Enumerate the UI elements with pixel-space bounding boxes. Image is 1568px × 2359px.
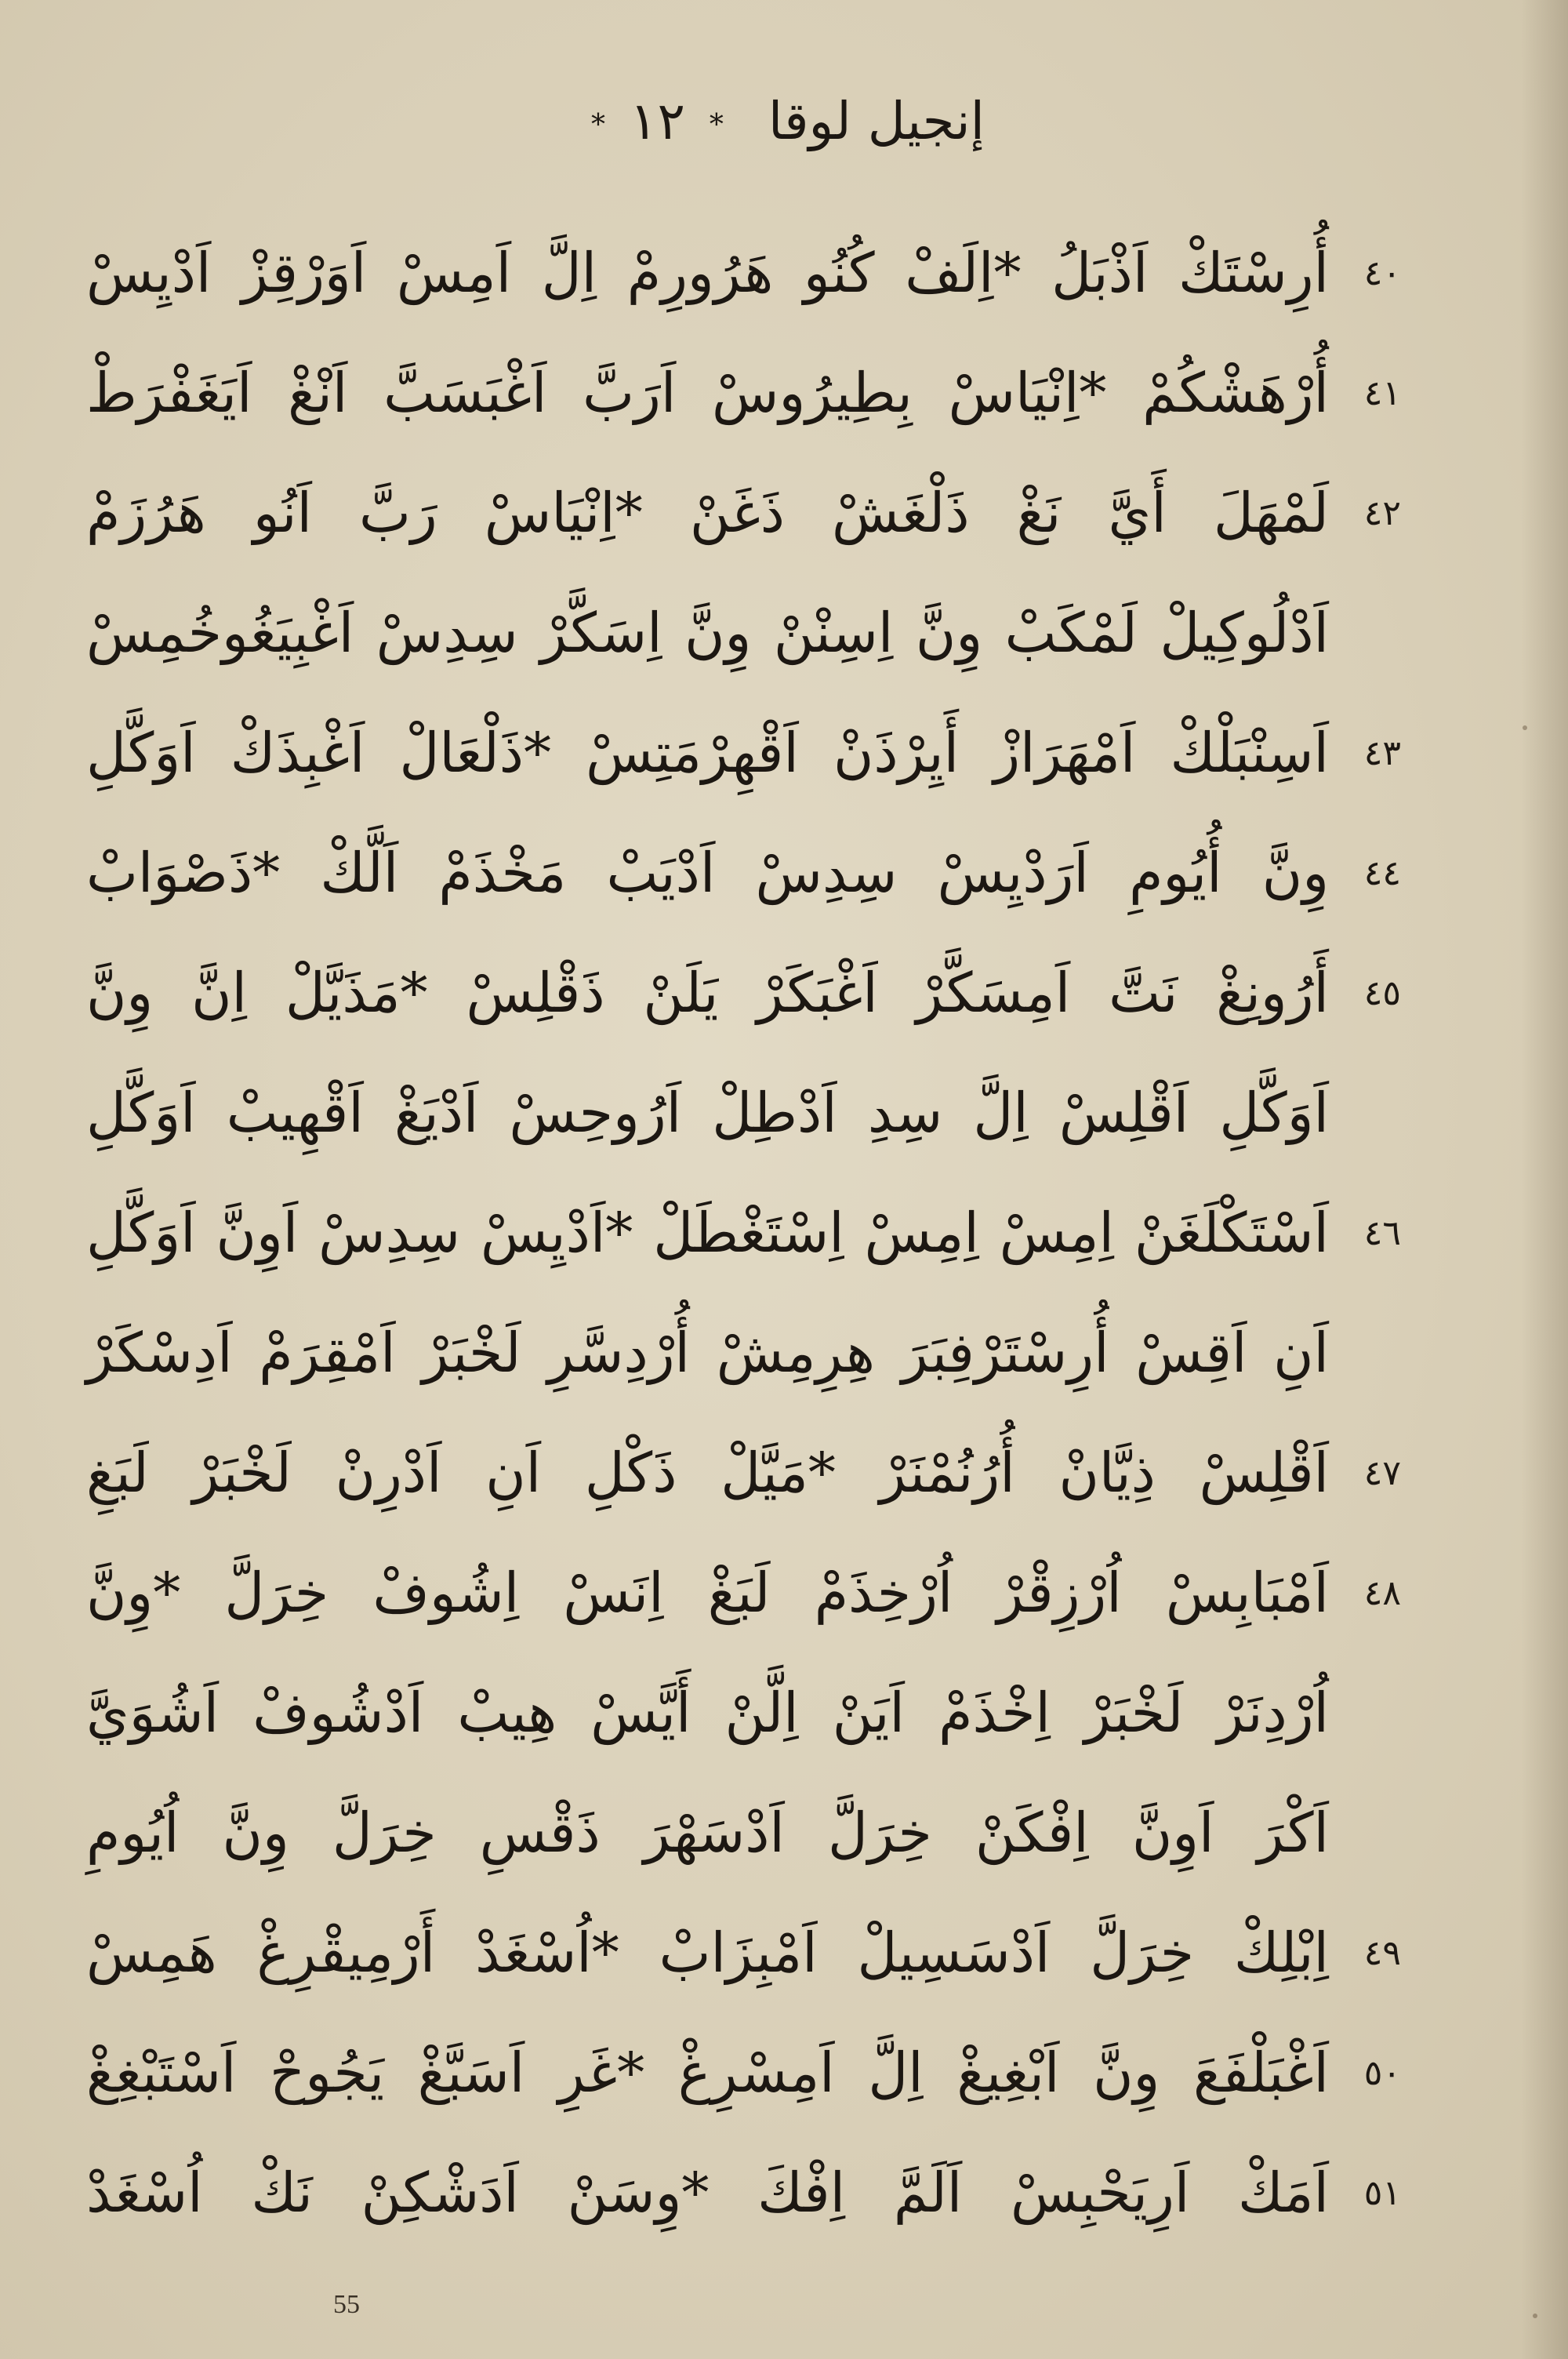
verse-number [1330, 573, 1401, 693]
header-separator: * [591, 109, 606, 141]
text-line [86, 933, 1401, 1053]
text-line [86, 213, 1401, 333]
text-line [86, 813, 1401, 933]
verse-line-text: اَنِ اَقِسْ أُرِسْتَرْفِبَرَ هِرِمِشْ أُرْدِسَّرِ لَخْبَرْ اَمْقِرَمْ اَدِسْكَرْ [86, 1321, 1329, 1385]
verse-line-text: اِبْلِكْ خِرَلَّ اَدْسَسِيلْ اَمْبِزَابْ *اُسْغَدْ أَرْمِيقْرِغْ هَمِسْ [86, 1921, 1329, 1985]
verse-line-text: لَمْهَلَ أَيَّ نَغْ ذَلْغَشْ ذَغَنْ *اِنْيَاسْ رَبَّ اَنُو هَرُزَمْ [86, 481, 1329, 545]
verse-number: ٥٠ [1363, 2053, 1401, 2093]
verse-line-text: أُرْهَشْكُمْ *اِنْيَاسْ بِطِيرُوسْ اَرَبَّ اَغْبَسَبَّ اَنْغْ اَيَغَفْرَطْ [86, 361, 1329, 425]
verse-line-text: اُرْدِنَرْ لَخْبَرْ اِخْذَمْ اَيَنْ اِلَّنْ أَيَّسْ هِيبْ اَدْشُوفْ اَشُوَيَّ [86, 1681, 1329, 1745]
verse-number: ٤١ [1363, 373, 1401, 413]
verse-number: ٤٥ [1363, 973, 1401, 1013]
verse-line-text: اَكْرَ اَوِنَّ اِفْكَنْ خِرَلَّ اَدْسَهْرَ ذَقْسِ خِرَلَّ وِنَّ اُيُومِ [86, 1801, 1329, 1865]
verse-number [1330, 1053, 1401, 1173]
verse-number: ٤٩ [1363, 1933, 1401, 1973]
verse-number [1330, 1293, 1401, 1413]
text-line [86, 2013, 1401, 2133]
verse-line-text: أُرِسْتَكْ اَذْبَلُ *اِلَفْ كُنُو هَرُورِمْ اِلَّ اَمِسْ اَوَرْقِزْ اَدْيِسْ [86, 241, 1329, 305]
chapter-number: ١٢ [630, 91, 685, 151]
paper-speck [1523, 725, 1527, 730]
header-title: إنجيل لوقا [768, 91, 985, 151]
verse-number: ٤٦ [1363, 1213, 1401, 1253]
verse-number: ٤٨ [1363, 1573, 1401, 1613]
header-separator: * [709, 109, 724, 141]
text-line [86, 1533, 1401, 1653]
text-line [86, 1653, 1329, 1773]
verse-number: ٤٤ [1363, 853, 1401, 893]
text-line [86, 2133, 1401, 2253]
text-line [86, 1893, 1401, 2013]
text-line [86, 693, 1401, 813]
verse-number [1330, 1653, 1401, 1773]
verse-number: ٤٣ [1363, 733, 1401, 773]
verse-line-text: اَقْلِسْ ذِيَّانْ أُرُنُمْنَرْ *مَيَّلْ ذَكْلِ اَنِ اَدْرِنْ لَخْبَرْ لَبَغِ [86, 1441, 1329, 1505]
text-line [86, 1413, 1401, 1533]
verse-line-text: أَرُونِغْ نَتَّ اَمِسَكَّرْ اَغْبَكَرْ يَلَنْ ذَقْلِسْ *مَذَيَّلْ اِنَّ وِنَّ [86, 961, 1329, 1025]
verse-line-text: اَدْلُوكِيلْ لَمْكَبْ وِنَّ اِسِنْنْ وِنَّ اِسَكَّرْ سِدِسْ اَغْبِيَغُوخُمِسْ [86, 601, 1329, 665]
verse-number: ٤٧ [1363, 1453, 1401, 1493]
text-line [86, 1173, 1401, 1293]
verse-line-text: اَغْبَلْفَعَ وِنَّ اَبْغِيغْ اِلَّ اَمِسْرِغْ *غَرِ اَسَبَّغْ يَجُوحْ اَسْتَبْغِغْ [86, 2041, 1329, 2105]
verse-line-text: اَسْتَكْلَغَنْ اِمِسْ اِمِسْ اِسْتَغْطَلْ *اَدْيِسْ سِدِسْ اَوِنَّ اَوَكَّلِ [86, 1201, 1329, 1265]
verse-line-text: اَسِنْبَلْكْ اَمْهَرَازْ أَيِرْذَنْ اَقْهِرْمَتِسْ *ذَلْعَالْ اَغْبِذَكْ اَوَكَّلِ [86, 721, 1329, 785]
running-header [0, 71, 1568, 173]
page-number: 55 [333, 2290, 360, 2319]
page-edge-shadow [1521, 0, 1568, 2359]
verse-number: ٤٠ [1363, 253, 1401, 293]
text-line [86, 1773, 1329, 1893]
verse-number: ٥١ [1363, 2173, 1401, 2213]
verse-number [1330, 1773, 1401, 1893]
text-line [86, 1053, 1329, 1173]
text-line [86, 573, 1329, 693]
verse-text-block [86, 213, 1401, 2253]
text-line [86, 333, 1401, 453]
verse-line-text: وِنَّ أُيُومِ اَرَدْيِسْ سِدِسْ اَدْيَبْ مَخْذَمْ اَلَّكْ *ذَصْوَابْ [86, 841, 1329, 905]
verse-line-text: اَمَكْ اَرِيَحْبِسْ اَلَمَّ اِفْكَ *وِسَنْ اَدَشْكِنْ نَكْ اُسْغَدْ [86, 2161, 1329, 2225]
verse-number: ٤٢ [1363, 493, 1401, 533]
verse-line-text: اَوَكَّلِ اَقْلِسْ اِلَّ سِدِ اَدْطِلْ اَرُوحِسْ اَدْيَغْ اَقْهِيبْ اَوَكَّلِ [86, 1081, 1329, 1145]
verse-line-text: اَمْبَابِسْ اُرْزِقْرْ اُرْخِذَمْ لَبَغْ اِنَسْ اِشُوفْ خِرَلَّ *وِنَّ [86, 1561, 1329, 1625]
text-line [86, 453, 1401, 573]
paper-speck [1533, 2314, 1537, 2318]
text-line [86, 1293, 1329, 1413]
